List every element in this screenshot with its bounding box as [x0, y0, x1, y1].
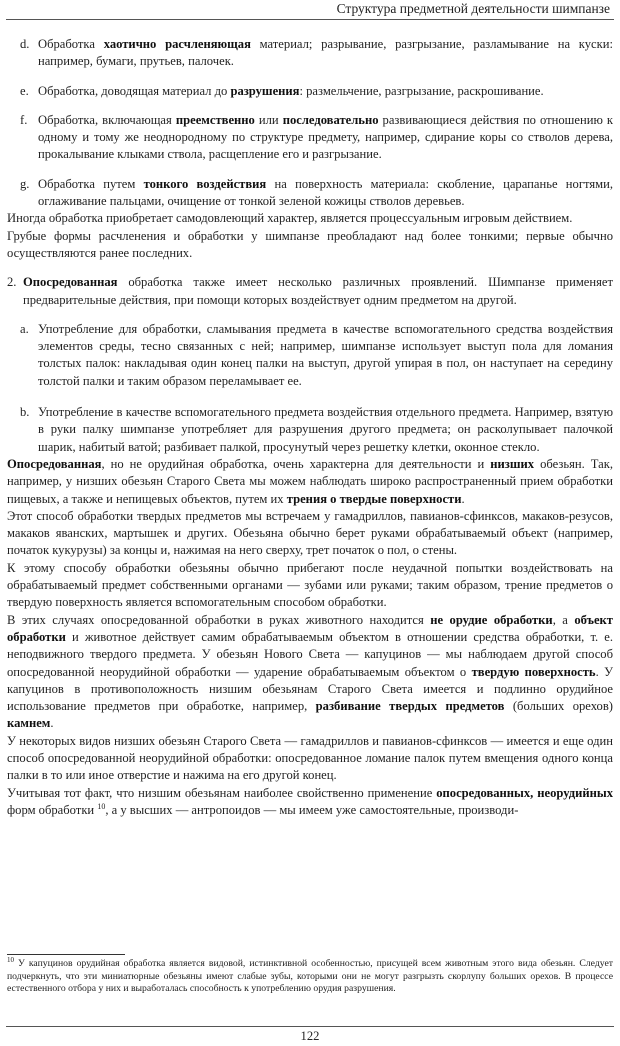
- paragraph: В этих случаях опосредованной обработки в руках животного находится не орудие обработки, а объект обработки и животное действует самим обрабатываемым объектом в отношении средства обработки, т. е. неподвижного твердого предмета. У обезьян Нового Света — капуцинов — мы наблюдаем другой способ опосредованной неорудийной обработки — ударение обрабатываемым объектом о твердую поверхность. У капуцинов в противоположность низшим обезьянам Старого Света имеется и подлинно орудийное использование предметов при обработке, например, разбивание твердых предметов (больших орехов) камнем.: [7, 612, 613, 731]
- footnote-divider: [7, 954, 125, 955]
- footnote-number: 10: [7, 955, 14, 964]
- running-title: Структура предметной деятельности шимпанзе: [336, 1, 610, 16]
- list-marker: b.: [20, 405, 30, 420]
- list-item-2: [7, 274, 613, 309]
- list-marker: g.: [20, 176, 30, 191]
- page-body: [7, 36, 613, 819]
- paragraph: Этот способ обработки твердых предметов мы встречаем у гамадриллов, павианов-сфинксов, макаков-резусов, макаков яванских, мартышек и других. Обезьяна обычно берет руками обрабатываемый объект (например, початок кукурузы) за концы и, нажимая на него сверху, трет початок о пол, о стены.: [7, 508, 613, 558]
- page-number: 122: [300, 1029, 320, 1043]
- list-marker: a.: [20, 321, 29, 336]
- list-item-text: Опосредованная обработка также имеет несколько различных проявлений. Шимпанзе применяет предварительные действия, при помощи которых воздействует одним предметом на другой.: [23, 275, 613, 307]
- running-header: [6, 0, 614, 20]
- paragraph: К этому способу обработки обезьяны обычно прибегают после неудачной попытки воздействовать на обрабатываемый предмет собственными органами — зубами или руками; таким образом, трение предметов о твердую поверхность является вспомогательным способом обработки.: [7, 560, 613, 610]
- list-item-text: Употребление в качестве вспомогательного предмета воздействия отдельного предмета. Например, взятую в руки палку шимпанзе употребляет для разрушения другого предмета; он расколупывает палочкой шарик, набитый ватой; разбивает палкой, просунутый через решетку клетки, оконное стекло.: [38, 405, 613, 454]
- footnote-reference[interactable]: 10: [97, 801, 106, 811]
- footer-divider: [6, 1026, 614, 1027]
- list-item-text: Обработка, включающая преемственно или последовательно развивающиеся действия по отношению к одному и тому же неоднородному по структуре предмету, например, сдирание коры со стволов дерева, прокалывание клыками ствола, расщепление его и разгрызание.: [38, 112, 614, 162]
- list-note: Иногда обработка приобретает самодовлеющий характер, является процессуальным игровым действием.: [7, 211, 573, 226]
- paragraph: У некоторых видов низших обезьян Старого Света — гамадриллов и павианов-сфинксов — имеется и еще один способ опосредованной неорудийной обработки: опосредованное ломание палок путем вмещения одного конца палки в то или иное отверстие и нажима на его другой конец.: [7, 733, 613, 783]
- list-item-text: Употребление для обработки, сламывания предмета в качестве вспомогательного средства воздействия элементов среды, тесно связанных с ней; например, шимпанзе использует выступ пола для ломания толстых палок: накладывая один конец палки на выступ, другой упирая в пол, он наступает на середину толстой палки и таким образом переламывает ее.: [38, 321, 613, 388]
- list-note: Грубые формы расчленения и обработки у шимпанзе преобладают над более тонкими; первые обычно осуществляются ранее последних.: [7, 228, 613, 260]
- list-item-d: [20, 36, 613, 71]
- list-item-text: Обработка путем тонкого воздействия на поверхность материала: скобление, царапанье ногтями, оглаживание пальцами, очищение от тонкой зеленой кожицы стволов деревьев.: [38, 176, 613, 209]
- list-marker: d.: [20, 37, 30, 51]
- list-marker: e.: [20, 83, 29, 98]
- footnote: [7, 955, 613, 996]
- list-marker: 2.: [7, 275, 17, 290]
- list-item-g: [20, 176, 613, 211]
- list-marker: f.: [20, 112, 28, 127]
- paragraph: Опосредованная, но не орудийная обработка, очень характерна для деятельности и низших обезьян. Так, например, у низших обезьян Старого Света мы можем наблюдать широко распространенный прием обработки пищевых, а также и непищевых объектов, путем их трения о твердые поверхности.: [7, 456, 613, 506]
- list-item-f: [20, 112, 613, 164]
- list-item-text: Обработка, доводящая материал до разрушения: размельчение, разгрызание, раскрошивание.: [38, 83, 544, 98]
- paragraph: Учитывая тот факт, что низшим обезьянам наиболее свойственно применение опосредованных, неорудийных форм обработки $^{10}$, а у высших — антропоидов — мы имеем уже самостоятельные, производи-: [7, 785, 613, 817]
- list-item-e: [20, 83, 613, 100]
- list-item-text: Обработка хаотично расчленяющая материал; разрывание, разгрызание, разламывание на куски: например, бумаги, прутьев, палочек.: [38, 37, 613, 69]
- list-item-b: [20, 404, 613, 456]
- footnote-text: У капуцинов орудийная обработка является видовой, истинктивной особенностью, присущей всем животным этого вида обезьян. Следует подчеркнуть, что эти миниатюрные обезьяны имеют слабые зубы, которыми они не могут разгрызть скорлупу больших орехов. В процессе естественного отбора у них и выработалась способность к употреблению орудия разрушения.: [7, 958, 613, 995]
- list-item-a: [20, 321, 613, 390]
